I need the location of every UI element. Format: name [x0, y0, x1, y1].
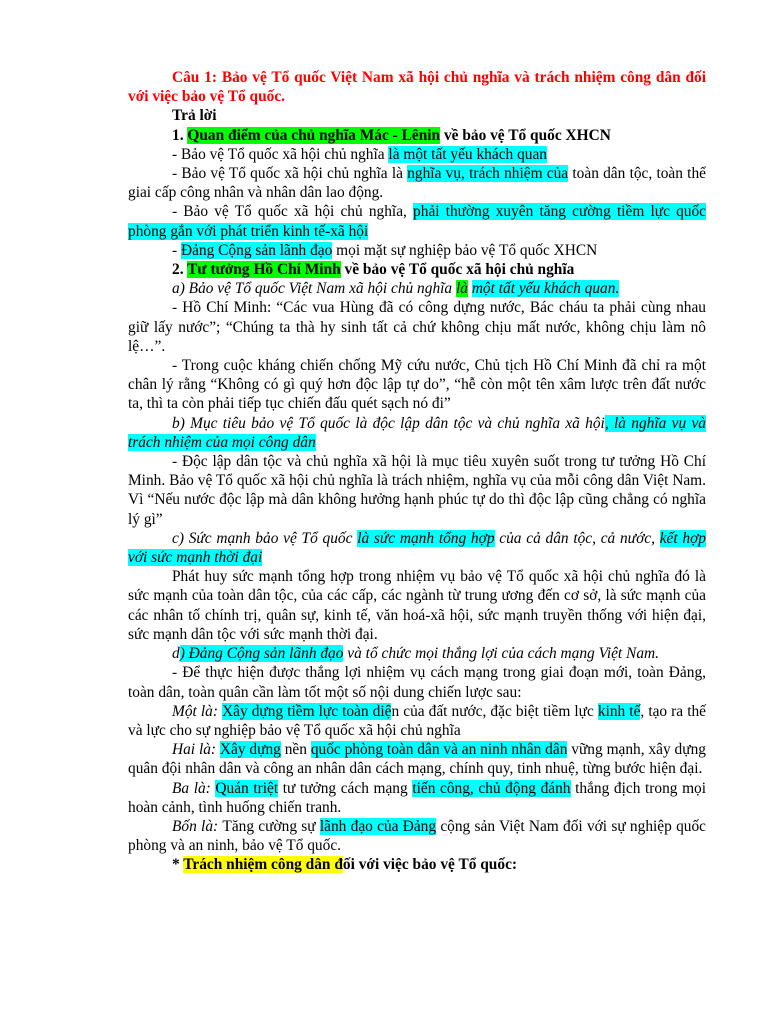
- paragraph-sub-d: [128, 644, 706, 663]
- paragraph-tra-loi: [128, 106, 706, 125]
- highlighted-text: quốc phòng toàn dân và an ninh nhân dân: [310, 741, 568, 759]
- text-run: n của đất nước, đặc biệt tiềm lực: [391, 702, 598, 720]
- highlighted-text: Xây dựng: [219, 741, 281, 759]
- highlighted-text: Quán triệt: [215, 779, 279, 797]
- highlighted-text: lãnh đạo của Đảng: [319, 817, 437, 835]
- highlighted-text: là: [455, 280, 468, 298]
- paragraph-heading-1: [128, 126, 706, 145]
- highlighted-text: ) Đảng Cộng sản lãnh đạo: [179, 645, 344, 663]
- text-run: và tổ chức mọi thắng lợi của cách mạng Việt Nam.: [343, 645, 659, 663]
- paragraph-heading-3: [128, 855, 706, 874]
- paragraph-p11: [128, 740, 706, 778]
- text-run: về bảo vệ Tổ quốc XHCN: [440, 126, 611, 144]
- text-run: - Trong cuộc kháng chiến chống Mỹ cứu nước, Chủ tịch Hồ Chí Minh đã chỉ ra một chân lý rằng “Không có gì quý hơn độc lập tự do”, “hễ còn một tên xâm lược trên đất nước ta, thì ta còn phải tiếp tục chiến đấu quét sạch nó đi”: [128, 357, 706, 413]
- paragraph-p6: [128, 356, 706, 414]
- text-run: , tạo ra thế và lực cho sự nghiệp bảo vệ Tổ quốc xã hội chủ nghĩa: [128, 702, 707, 739]
- paragraph-p8: [128, 567, 706, 644]
- text-run: của cả dân tộc, cả nước,: [494, 529, 660, 547]
- text-run: - Để thực hiện được thắng lợi nhiệm vụ cách mạng trong giai đoạn mới, toàn Đảng, toàn dân, toàn quân cần làm tốt một số nội dung chiến lược sau:: [128, 664, 706, 701]
- text-run: mọi mặt sự nghiệp bảo vệ Tổ quốc XHCN: [332, 241, 598, 259]
- text-run: tư tưởng cách mạng: [278, 779, 413, 797]
- document-page: [128, 68, 706, 875]
- text-run: Tăng cường sự: [222, 817, 320, 835]
- text-run: ối với việc bảo vệ Tổ quốc:: [342, 856, 518, 874]
- text-run: 1.: [172, 126, 188, 144]
- text-run: - Bảo vệ Tổ quốc xã hội chủ nghĩa là: [172, 165, 408, 183]
- highlighted-text: phải thường xuyên tăng cường tiềm lực quốc phòng gắn với phát triển kinh tế-xã hội: [128, 203, 707, 240]
- text-run: - Bảo vệ Tổ quốc xã hội chủ nghĩa: [172, 145, 389, 163]
- highlighted-text: nghĩa vụ, trách nhiệm của: [407, 165, 569, 183]
- highlighted-text: tiến công, chủ động đánh: [412, 779, 571, 797]
- text-run: - Độc lập dân tộc và chủ nghĩa xã hội là mục tiêu xuyên suốt trong tư tưởng Hồ Chí Minh. Bảo vệ Tổ quốc xã hội chủ nghĩa là trách nhiệm, nghĩa vụ của mỗi công dân Việt Nam. Vì “Nếu nước độc lập mà dân không hưởng hạnh phúc tự do thì độc lập cũng chẳng có nghĩa lý gì”: [128, 453, 706, 528]
- text-run: thắng địch trong mọi hoàn cảnh, tình huống chiến tranh.: [128, 779, 707, 816]
- highlighted-text: Đảng Cộng sản lãnh đạo: [180, 241, 333, 259]
- highlighted-text: là sức mạnh tổng hợp: [357, 529, 495, 547]
- text-run: b) Mục tiêu bảo vệ Tổ quốc là độc lập dân tộc và chủ nghĩa xã hội: [172, 414, 605, 432]
- paragraph-p9: [128, 663, 706, 701]
- text-run: Bốn là:: [172, 817, 223, 835]
- text-run: toàn dân tộc, toàn thể giai cấp công nhân và nhân dân lao động.: [128, 165, 706, 202]
- text-run: Câu 1: Bảo vệ Tổ quốc Việt Nam xã hội chủ nghĩa và trách nhiệm công dân đối với việc bảo vệ Tổ quốc.: [128, 69, 706, 106]
- text-run: *: [172, 856, 184, 874]
- paragraph-heading-2: [128, 260, 706, 279]
- highlighted-text: Quan điểm của chủ nghĩa Mác - Lênin: [187, 126, 441, 144]
- text-run: Ba là:: [172, 779, 216, 797]
- highlighted-text: , là nghĩa vụ và trách nhiệm của mọi công dân: [128, 414, 706, 451]
- highlighted-text: Trách nhiệm công dân đ: [183, 856, 343, 874]
- text-run: Trả lời: [172, 107, 217, 125]
- paragraph-sub-b: [128, 414, 706, 452]
- paragraph-p3: [128, 202, 706, 240]
- text-run: - Bảo vệ Tổ quốc xã hội chủ nghĩa,: [172, 203, 414, 221]
- text-run: Phát huy sức mạnh tổng hợp trong nhiệm vụ bảo vệ Tổ quốc xã hội chủ nghĩa đó là sức mạnh của toàn dân tộc, của các cấp, các ngành từ trung ương đến cơ sở, là sức mạnh của các nhân tố chính trị, quân sự, kinh tế, văn hoá-xã hội, sức mạnh truyền thống với hiện đại, sức mạnh dân tộc với sức mạnh thời đại.: [128, 568, 706, 643]
- paragraph-sub-a: [128, 279, 706, 298]
- text-run: Hai là:: [172, 741, 220, 759]
- highlighted-text: Tư tưởng Hồ Chí Minh: [187, 261, 341, 279]
- highlighted-text: kinh tế: [597, 702, 641, 720]
- highlighted-text: một tất yếu khách quan.: [471, 280, 620, 298]
- text-run: -: [172, 241, 181, 259]
- text-run: vững mạnh, xây dựng quân đội nhân dân và công an nhân dân cách mạng, chính quy, tinh nhuệ, từng bước hiện đại.: [128, 741, 706, 778]
- highlighted-text: là một tất yếu khách quan: [388, 145, 547, 163]
- text-run: Một là:: [172, 702, 223, 720]
- text-run: a) Bảo vệ Tổ quốc Việt Nam xã hội chủ nghĩa: [172, 280, 456, 298]
- paragraph-p12: [128, 779, 706, 817]
- paragraph-p1: [128, 145, 706, 164]
- text-run: nền: [280, 741, 311, 759]
- paragraph-p13: [128, 817, 706, 855]
- paragraph-p2: [128, 164, 706, 202]
- paragraph-title: [128, 68, 706, 106]
- text-run: 2.: [172, 261, 188, 279]
- text-run: - Hồ Chí Minh: “Các vua Hùng đã có công dựng nước, Bác cháu ta phải cùng nhau giữ lấy nước”; “Chúng ta thà hy sinh tất cả chứ không chịu mất nước, không chịu làm nô lệ…”.: [128, 299, 706, 355]
- highlighted-text: Xây dựng tiềm lực toàn diệ: [222, 702, 392, 720]
- paragraph-p7: [128, 452, 706, 529]
- text-run: về bảo vệ Tổ quốc xã hội chủ nghĩa: [340, 261, 575, 279]
- paragraph-sub-c: [128, 529, 706, 567]
- paragraph-p10: [128, 702, 706, 740]
- text-run: c) Sức mạnh bảo vệ Tổ quốc: [172, 529, 358, 547]
- paragraph-p5: [128, 298, 706, 356]
- paragraph-p4: [128, 241, 706, 260]
- text-run: cộng sản Việt Nam đối với sự nghiệp quốc phòng và an ninh, bảo vệ Tổ quốc.: [128, 817, 706, 855]
- text-run: d: [172, 645, 180, 663]
- highlighted-text: kết hợp với sức mạnh thời đại: [128, 529, 707, 567]
